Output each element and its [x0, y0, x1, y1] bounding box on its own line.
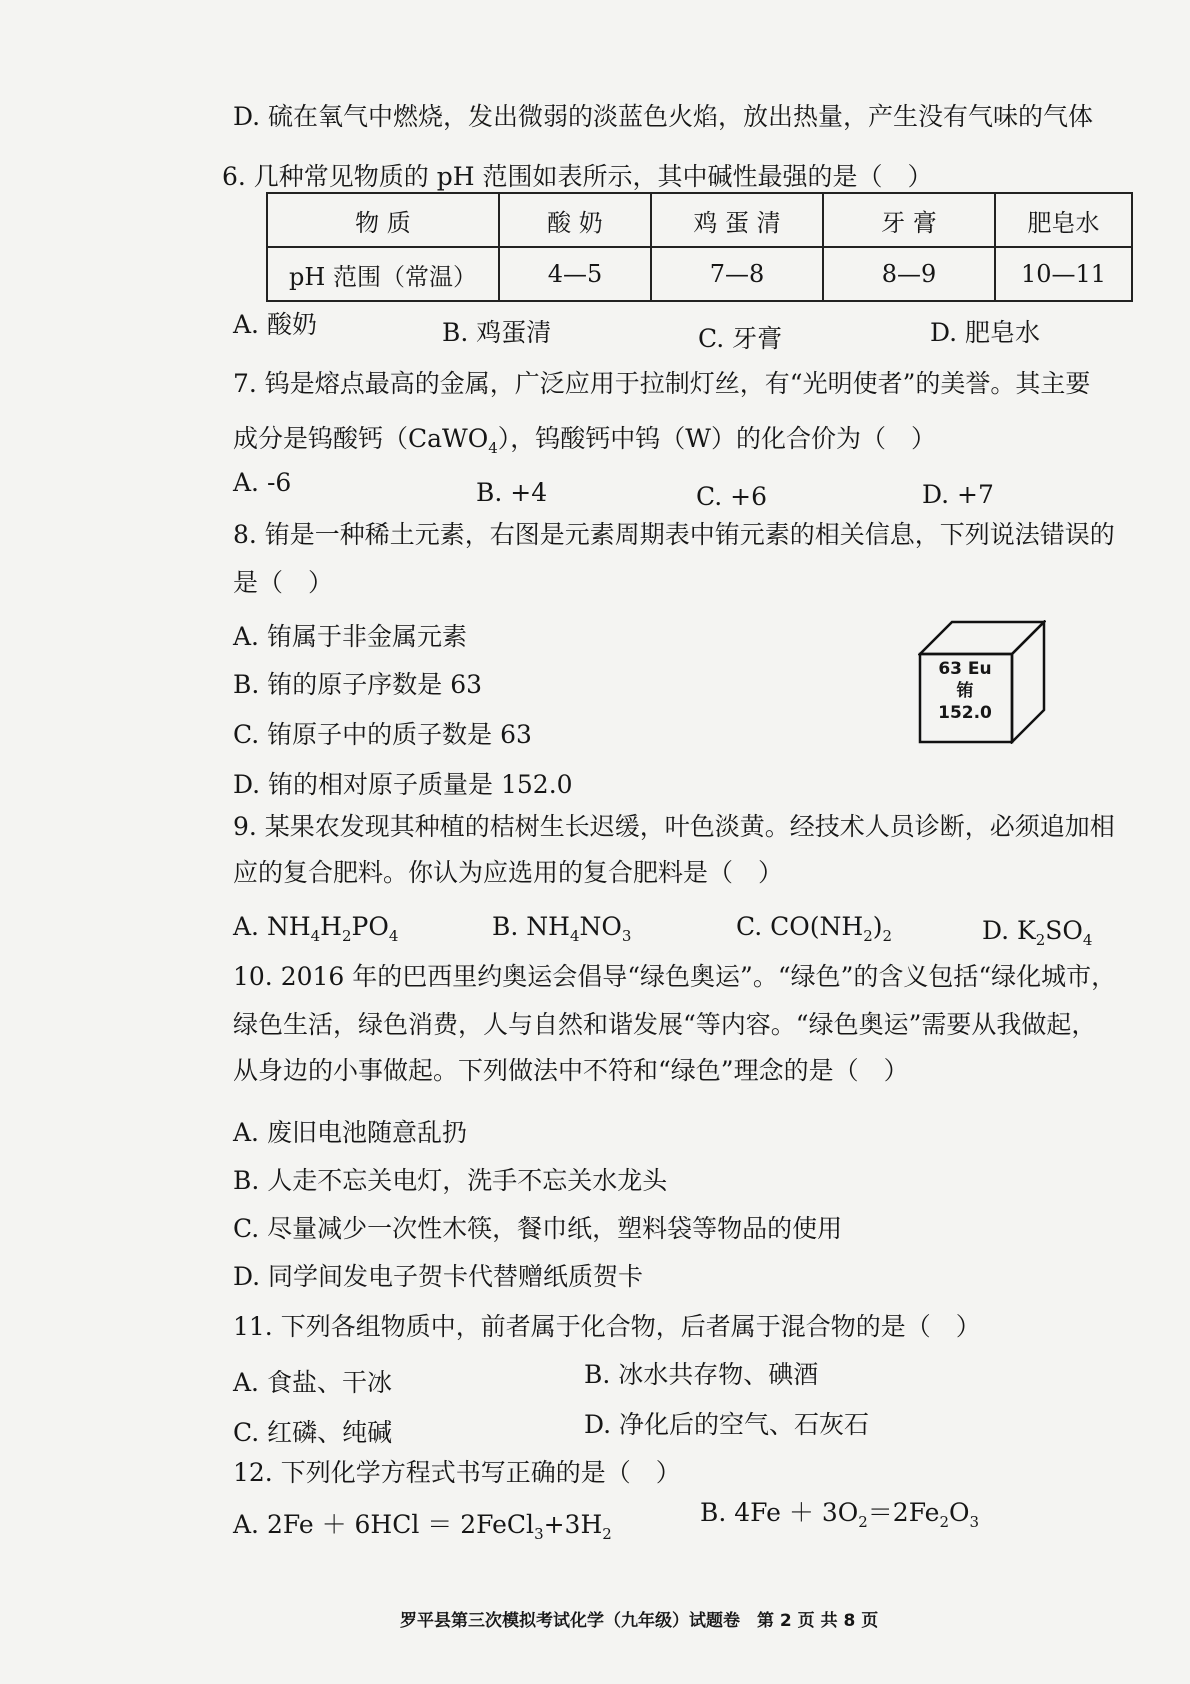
q8-option-a: A. 铕属于非金属元素 [233, 622, 467, 651]
formula-text: +3H [543, 1510, 603, 1539]
formula-text: SO [1045, 916, 1083, 945]
q6-option-c: C. 牙膏 [698, 324, 783, 353]
formula-text: O [949, 1498, 970, 1527]
q10-stem-line3: 从身边的小事做起。下列做法中不符和“绿色”理念的是（ ） [233, 1056, 909, 1085]
q9-option-a [233, 910, 398, 953]
formula-sub: 4 [1082, 931, 1093, 949]
q6-option-d: D. 肥皂水 [930, 318, 1041, 347]
formula-text: H [320, 912, 342, 941]
formula-sub: 4 [310, 927, 321, 945]
q12-option-b [700, 1496, 979, 1539]
formula-text: NO [579, 912, 622, 941]
q7-subscript: 4 [488, 439, 498, 457]
formula-text: B. 4Fe ＋ 3O [700, 1498, 859, 1527]
element-number-symbol: 63 Eu [938, 659, 992, 679]
q11-stem: 11. 下列各组物质中，前者属于化合物，后者属于混合物的是（ ） [233, 1312, 981, 1341]
formula-sub: 3 [969, 1513, 980, 1531]
ph-table-cell: 8—9 [823, 247, 995, 301]
formula-text: ＝2Fe [867, 1498, 940, 1527]
ph-table-cell: 鸡 蛋 清 [651, 193, 823, 247]
q12-option-a [233, 1508, 612, 1551]
element-mass: 152.0 [938, 703, 992, 723]
q5-option-d: D. 硫在氧气中燃烧，发出微弱的淡蓝色火焰，放出热量，产生没有气味的气体 [233, 102, 1094, 131]
q9-stem-line1: 9. 某果农发现其种植的桔树生长迟缓，叶色淡黄。经技术人员诊断，必须追加相 [233, 812, 1115, 841]
formula-sub: 4 [569, 927, 580, 945]
q8-option-b: B. 铕的原子序数是 63 [233, 670, 483, 699]
ph-table-cell: 4—5 [499, 247, 651, 301]
formula-sub: 2 [1035, 931, 1046, 949]
q10-option-d: D. 同学间发电子贺卡代替赠纸质贺卡 [233, 1262, 644, 1291]
formula-sub: 3 [621, 927, 632, 945]
q7-text: 成分是钨酸钙（CaWO [233, 424, 489, 453]
formula-text: A. NH [233, 912, 311, 941]
q8-option-d: D. 铕的相对原子质量是 152.0 [233, 770, 573, 799]
page-footer: 罗平县第三次模拟考试化学（九年级）试题卷 第 2 页 共 8 页 [400, 1611, 879, 1631]
q7-option-d: D. +7 [922, 480, 994, 509]
q10-stem-line1: 10. 2016 年的巴西里约奥运会倡导“绿色奥运”。“绿色”的含义包括“绿化城市， [233, 962, 1117, 991]
q7-stem-line2 [233, 422, 1130, 465]
q6-option-b: B. 鸡蛋清 [442, 318, 552, 347]
q10-option-a: A. 废旧电池随意乱扔 [233, 1118, 467, 1147]
q6-option-a: A. 酸奶 [233, 310, 317, 339]
q8-stem-line1: 8. 铕是一种稀土元素，右图是元素周期表中铕元素的相关信息，下列说法错误的 [233, 520, 1115, 549]
formula-text: PO [351, 912, 389, 941]
ph-table-cell: 肥皂水 [995, 193, 1132, 247]
ph-table-cell: 10—11 [995, 247, 1132, 301]
formula-sub: 2 [602, 1525, 612, 1543]
q11-option-a: A. 食盐、干冰 [233, 1368, 392, 1397]
q9-option-d [982, 914, 1092, 957]
q11-option-b: B. 冰水共存物、碘酒 [584, 1360, 819, 1389]
q7-option-a: A. -6 [233, 468, 292, 497]
ph-table-cell: 酸 奶 [499, 193, 651, 247]
q8-stem-line2: 是（ ） [233, 568, 334, 597]
q7-text: ），钨酸钙中钨（W）的化合价为（ ） [497, 424, 936, 453]
formula-sub: 2 [341, 927, 352, 945]
ph-table-cell: 牙 膏 [823, 193, 995, 247]
ph-table-cell: pH 范围（常温） [267, 247, 499, 301]
q7-option-b: B. +4 [476, 478, 548, 507]
formula-text: D. K [982, 916, 1036, 945]
q10-option-b: B. 人走不忘关电灯，洗手不忘关水龙头 [233, 1166, 668, 1195]
q9-stem-line2: 应的复合肥料。你认为应选用的复合肥料是（ ） [233, 858, 784, 887]
formula-sub: 2 [858, 1513, 868, 1531]
q10-option-c: C. 尽量减少一次性木筷，餐巾纸，塑料袋等物品的使用 [233, 1214, 843, 1243]
q8-option-c: C. 铕原子中的质子数是 63 [233, 720, 532, 749]
q11-option-c: C. 红磷、纯碱 [233, 1418, 393, 1447]
element-name: 铕 [956, 681, 974, 701]
element-card [924, 658, 1006, 724]
ph-table [266, 192, 1133, 302]
formula-text: ) [872, 912, 883, 941]
formula-sub: 3 [534, 1525, 544, 1543]
q9-option-c [736, 910, 892, 953]
formula-text: B. NH [492, 912, 570, 941]
ph-table-header-row [267, 193, 1132, 247]
formula-text: A. 2Fe ＋ 6HCl ＝ 2FeCl [233, 1510, 535, 1539]
ph-table-cell: 7—8 [651, 247, 823, 301]
q7-option-c: C. +6 [696, 482, 767, 511]
formula-sub: 2 [882, 927, 893, 945]
formula-sub: 4 [388, 927, 399, 945]
q6-stem: 6. 几种常见物质的 pH 范围如表所示，其中碱性最强的是（ ） [222, 162, 933, 191]
q12-stem: 12. 下列化学方程式书写正确的是（ ） [233, 1458, 681, 1487]
formula-sub: 2 [939, 1513, 950, 1531]
q10-stem-line2: 绿色生活，绿色消费，人与自然和谐发展“等内容。“绿色奥运”需要从我做起， [233, 1010, 1097, 1039]
formula-sub: 2 [863, 927, 873, 945]
q11-option-d: D. 净化后的空气、石灰石 [584, 1410, 870, 1439]
q9-option-b [492, 910, 631, 953]
ph-table-cell: 物 质 [267, 193, 499, 247]
formula-text: C. CO(NH [736, 912, 864, 941]
q7-stem-line1: 7. 钨是熔点最高的金属，广泛应用于拉制灯丝，有“光明使者”的美誉。其主要 [233, 369, 1091, 398]
ph-table-value-row [267, 247, 1132, 301]
